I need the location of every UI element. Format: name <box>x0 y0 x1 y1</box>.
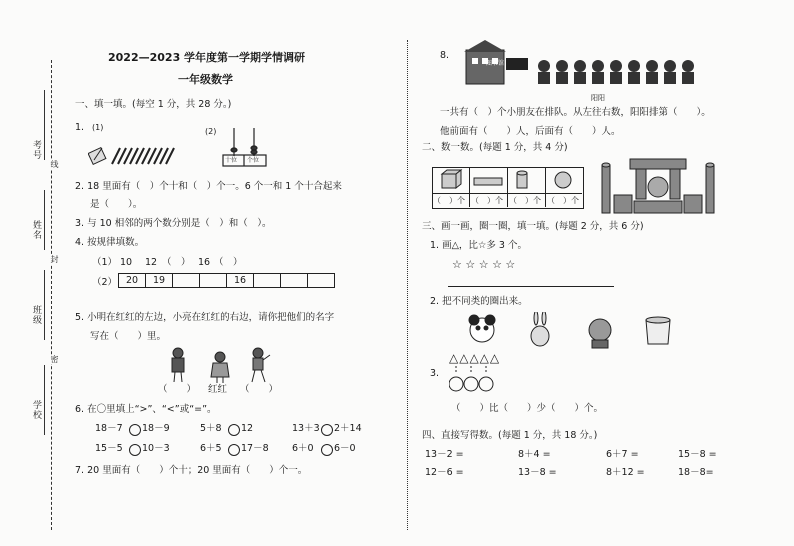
q5-text: 5. 小明在红红的左边，小亮在红红的右边，请你把他们的名字 <box>75 312 335 323</box>
calc-item[interactable]: 15－8 = <box>678 449 717 460</box>
q6-expr: 2＋14 <box>334 423 362 434</box>
seq-cell: 16 <box>227 274 254 288</box>
compare-circle[interactable] <box>129 444 141 456</box>
seq-cell[interactable] <box>200 274 227 288</box>
q6-expr: 5＋8 <box>200 423 222 434</box>
q1-a-label: (1) <box>92 123 104 132</box>
q6-expr: 18－9 <box>142 423 170 434</box>
exam-no-label: 考号 <box>31 140 41 160</box>
cuboid-count[interactable]: （ ）个 <box>471 196 503 205</box>
q4-row1-v4: 16 <box>198 257 211 268</box>
q4-row1-label: （1） <box>92 257 118 268</box>
q6-expr: 6－0 <box>334 443 356 454</box>
seal-mark: 线 <box>50 160 59 169</box>
school-label: 学校 <box>31 400 41 420</box>
section3-heading: 三、画一画，圈一圈，填一填。(每题 2 分，共 6 分) <box>422 221 644 232</box>
q4-row1-v2: 12 <box>145 257 158 268</box>
q6-expr: 17－8 <box>241 443 269 454</box>
section4-heading: 四、直接写得数。(每题 1 分，共 18 分。) <box>422 430 598 441</box>
compare-circle[interactable] <box>321 424 333 436</box>
q4-text: 4. 按规律填数。 <box>75 237 145 248</box>
q2-text-cont: 是（ ）。 <box>90 199 143 210</box>
q1-number: 1. <box>75 122 85 133</box>
triangle-row: △△△△△ <box>449 351 501 365</box>
s3-q3-number: 3. <box>430 368 440 379</box>
seq-cell[interactable] <box>281 274 308 288</box>
library-sign: 图书馆 <box>486 60 505 67</box>
q4-row1-v1: 10 <box>120 257 133 268</box>
abacus-ten-label: 十位 <box>225 157 238 164</box>
q7-text: 7. 20 里面有（ ）个十；20 里面有（ ）个一。 <box>75 465 308 476</box>
children-picture <box>168 347 278 385</box>
compare-circle[interactable] <box>321 444 333 456</box>
q6-expr: 10－3 <box>142 443 170 454</box>
q4-row2-label: （2） <box>92 277 118 288</box>
s3-q1-text: 1. 画△，比☆多 3 个。 <box>430 240 527 251</box>
calc-item[interactable]: 13－8 = <box>518 467 557 478</box>
solid-shapes-icons <box>432 167 582 193</box>
circle-row-picture <box>449 366 509 396</box>
q4-sequence-table <box>118 273 335 288</box>
page-subtitle: 一年级数学 <box>178 73 233 86</box>
q4-row1-v3[interactable]: （ ） <box>162 257 191 268</box>
star-row: ☆ ☆ ☆ ☆ ☆ <box>452 258 516 271</box>
yangyang-label: 阳阳 <box>591 94 605 102</box>
section1-heading: 一、填一填。(每空 1 分，共 28 分。) <box>75 99 232 110</box>
q5-answer-left[interactable]: （ ） <box>158 384 197 395</box>
page-title: 2022—2023 学年度第一学期学情调研 <box>108 51 306 64</box>
q6-expr: 6＋0 <box>292 443 314 454</box>
calc-item[interactable]: 8＋4 = <box>518 449 551 460</box>
q8-text: 一共有（ ）个小朋友在排队。从左往右数，阳阳排第（ ）。 <box>440 107 711 118</box>
block-building-picture <box>600 155 720 217</box>
q6-expr: 12 <box>241 423 254 434</box>
seq-cell: 20 <box>119 274 146 288</box>
name-label: 姓名 <box>31 220 41 240</box>
seal-mark: 封 <box>50 255 59 264</box>
draw-answer-line[interactable] <box>448 286 614 287</box>
q8-number: 8. <box>440 50 450 61</box>
seq-cell: 19 <box>146 274 173 288</box>
q6-expr: 6＋5 <box>200 443 222 454</box>
compare-circle[interactable] <box>228 424 240 436</box>
calc-item[interactable]: 12－6 = <box>425 467 464 478</box>
s3-q3-answer[interactable]: （ ）比（ ）少（ ）个。 <box>451 403 604 414</box>
section2-heading: 二、数一数。(每题 1 分，共 4 分) <box>422 142 568 153</box>
q6-expr: 15－5 <box>95 443 123 454</box>
q8-text-cont: 他前面有（ ）人，后面有（ ）人。 <box>440 126 621 137</box>
q2-text: 2. 18 里面有（ ）个十和（ ）个一。6 个一和 1 个十合起来 <box>75 181 342 192</box>
seq-cell[interactable] <box>173 274 200 288</box>
q3-text: 3. 与 10 相邻的两个数分别是（ ）和（ ）。 <box>75 218 272 229</box>
school-line <box>44 365 45 435</box>
compare-circle[interactable] <box>228 444 240 456</box>
odd-one-out-picture <box>468 312 678 350</box>
name-line <box>44 190 45 250</box>
stick-bundle-picture <box>88 142 193 168</box>
q6-expr: 18－7 <box>95 423 123 434</box>
q6-text: 6. 在〇里填上“>”、“<”或“=”。 <box>75 404 217 415</box>
sphere-count[interactable]: （ ）个 <box>547 196 579 205</box>
abacus-one-label: 个位 <box>247 157 260 164</box>
q5-answer-right[interactable]: （ ） <box>240 384 279 395</box>
q5-text-cont: 写在（ ）里。 <box>90 331 167 342</box>
q4-row1-v5[interactable]: （ ） <box>214 257 243 268</box>
compare-circle[interactable] <box>129 424 141 436</box>
calc-item[interactable]: 18－8= <box>678 467 714 478</box>
class-label: 班级 <box>31 305 41 325</box>
seal-mark: 密 <box>50 355 59 364</box>
cylinder-count[interactable]: （ ）个 <box>509 196 541 205</box>
q6-expr: 13＋3 <box>292 423 320 434</box>
cube-count[interactable]: （ ）个 <box>433 196 465 205</box>
page-divider <box>407 40 408 530</box>
calc-item[interactable]: 13－2 = <box>425 449 464 460</box>
q1-b-label: (2) <box>205 127 217 136</box>
q5-name-honghong: 红红 <box>208 384 228 395</box>
class-line <box>44 270 45 340</box>
calc-item[interactable]: 8＋12 = <box>606 467 645 478</box>
exam-no-line <box>44 90 45 160</box>
s3-q2-text: 2. 把不同类的圈出来。 <box>430 296 528 307</box>
seal-line <box>51 60 52 530</box>
seq-cell[interactable] <box>308 274 335 288</box>
calc-item[interactable]: 6＋7 = <box>606 449 639 460</box>
seq-cell[interactable] <box>254 274 281 288</box>
